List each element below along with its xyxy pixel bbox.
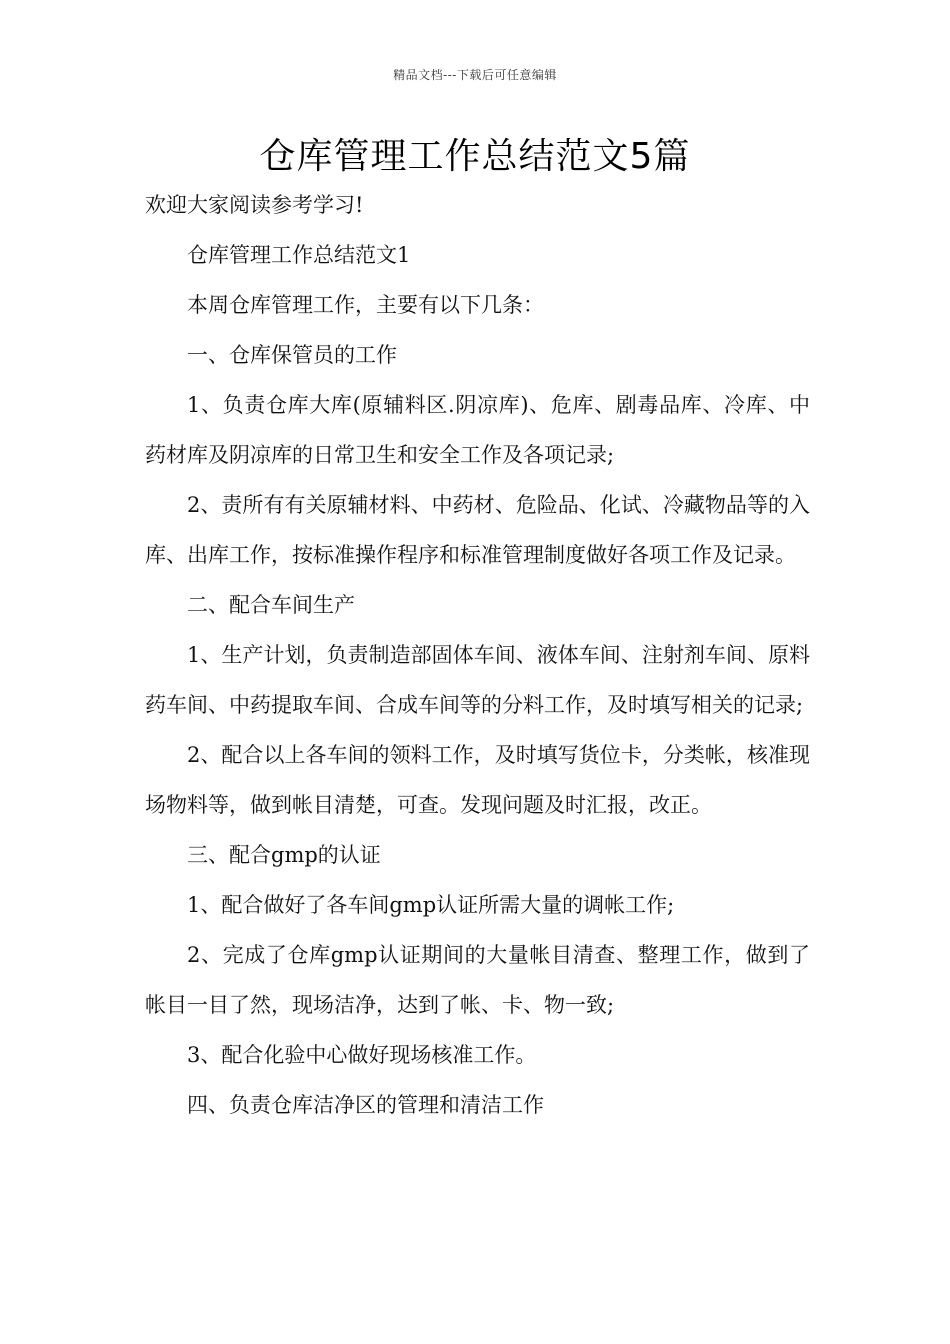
- paragraph: 2、完成了仓库gmp认证期间的大量帐目清查、整理工作，做到了帐目一目了然，现场洁净，达到了帐、卡、物一致;: [145, 943, 810, 1017]
- document-title: 仓库管理工作总结范文5篇: [259, 136, 691, 177]
- paragraph: 本周仓库管理工作，主要有以下几条：: [187, 293, 544, 317]
- paragraph: 2、责所有有关原辅材料、中药材、危险品、化试、冷藏物品等的入库、出库工作，按标准操作程序和标准管理制度做好各项工作及记录。: [145, 493, 810, 567]
- document-body: [145, 180, 810, 1130]
- page-header: 精品文档---下载后可任意编辑: [393, 68, 557, 82]
- paragraph: 1、生产计划，负责制造部固体车间、液体车间、注射剂车间、原料药车间、中药提取车间、合成车间等的分料工作，及时填写相关的记录;: [145, 643, 810, 717]
- paragraph: 2、配合以上各车间的领料工作，及时填写货位卡，分类帐，核准现场物料等，做到帐目清楚，可查。发现问题及时汇报，改正。: [145, 743, 810, 817]
- paragraph: 一、仓库保管员的工作: [187, 343, 397, 367]
- paragraph: 3、配合化验中心做好现场核准工作。: [187, 1043, 537, 1067]
- paragraph: 仓库管理工作总结范文1: [187, 243, 411, 267]
- paragraph: 1、负责仓库大库(原辅料区.阴凉库)、危库、剧毒品库、冷库、中药材库及阴凉库的日常卫生和安全工作及各项记录;: [145, 393, 810, 467]
- paragraph: 四、负责仓库洁净区的管理和清洁工作: [187, 1093, 544, 1117]
- paragraph: 欢迎大家阅读参考学习!: [145, 193, 364, 217]
- paragraph: 1、配合做好了各车间gmp认证所需大量的调帐工作;: [187, 893, 675, 917]
- paragraph: 二、配合车间生产: [187, 593, 355, 617]
- paragraph: 三、配合gmp的认证: [187, 843, 381, 867]
